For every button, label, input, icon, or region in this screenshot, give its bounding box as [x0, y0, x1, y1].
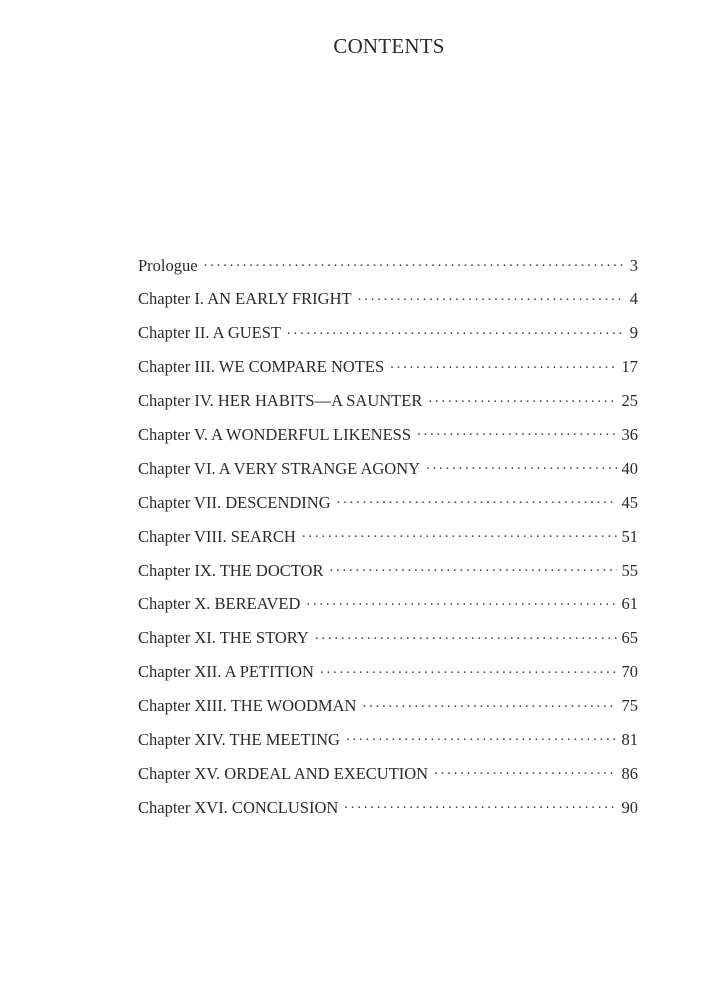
toc-entry	[138, 593, 638, 627]
toc-entry-label: Chapter II. A GUEST	[138, 323, 281, 343]
toc-entry-label: Chapter XI. THE STORY	[138, 628, 309, 648]
toc-entry-label: Chapter IV. HER HABITS—A SAUNTER	[138, 391, 423, 411]
dot-leader	[320, 661, 617, 678]
toc-entry	[138, 559, 638, 593]
toc-entry-label: Chapter I. AN EARLY FRIGHT	[138, 289, 352, 309]
dot-leader	[390, 356, 616, 373]
toc-entry-label: Chapter XV. ORDEAL AND EXECUTION	[138, 763, 429, 783]
toc-entry-label: Chapter XIII. THE WOODMAN	[138, 696, 357, 716]
dot-leader	[417, 423, 616, 440]
toc-entry-page: 70	[621, 662, 638, 682]
toc-entry	[138, 322, 638, 356]
dot-leader	[428, 390, 616, 407]
toc-entry-page: 81	[621, 729, 638, 749]
toc-entry-label: Chapter XVI. CONCLUSION	[138, 797, 339, 817]
toc-entry-page: 51	[621, 526, 638, 546]
toc-entry-page: 45	[621, 492, 638, 512]
toc-entry	[138, 390, 638, 424]
toc-entry	[138, 627, 638, 661]
toc-entry-page: 75	[621, 696, 638, 716]
toc-entry-label: Chapter IX. THE DOCTOR	[138, 560, 324, 580]
dot-leader	[434, 762, 616, 779]
toc-entry-page: 61	[621, 594, 638, 614]
toc-entry-label: Chapter III. WE COMPARE NOTES	[138, 357, 385, 377]
toc-entry	[138, 661, 638, 695]
toc-entry	[138, 457, 638, 491]
toc-entry-page: 55	[621, 560, 638, 580]
dot-leader	[426, 457, 616, 474]
toc-entry	[138, 695, 638, 729]
toc-entry-label: Chapter VII. DESCENDING	[138, 492, 331, 512]
toc-entry	[138, 254, 638, 288]
toc-entry-label: Chapter XII. A PETITION	[138, 662, 314, 682]
toc-entry-label: Chapter VI. A VERY STRANGE AGONY	[138, 458, 421, 478]
toc-entry-page: 17	[621, 357, 638, 377]
toc-entry-page: 40	[621, 458, 638, 478]
toc-entry-label: Chapter X. BEREAVED	[138, 594, 301, 614]
toc-entry	[138, 423, 638, 457]
toc-entry-page: 9	[629, 323, 638, 343]
table-of-contents	[138, 254, 638, 830]
toc-entry	[138, 288, 638, 322]
toc-entry	[138, 728, 638, 762]
dot-leader	[302, 525, 617, 542]
toc-entry-page: 65	[621, 628, 638, 648]
toc-entry	[138, 525, 638, 559]
toc-entry	[138, 491, 638, 525]
page-title: CONTENTS	[333, 34, 445, 58]
toc-entry-page: 4	[629, 289, 638, 309]
toc-entry-label: Chapter VIII. SEARCH	[138, 526, 296, 546]
dot-leader	[358, 288, 625, 305]
toc-entry-page: 25	[621, 391, 638, 411]
dot-leader	[337, 491, 617, 508]
toc-entry-page: 3	[629, 255, 638, 275]
dot-leader	[329, 559, 616, 576]
toc-entry-page: 86	[621, 763, 638, 783]
toc-entry-label: Chapter XIV. THE MEETING	[138, 729, 340, 749]
toc-entry	[138, 356, 638, 390]
dot-leader	[344, 796, 616, 813]
dot-leader	[346, 728, 617, 745]
dot-leader	[204, 254, 625, 271]
toc-entry-page: 90	[621, 797, 638, 817]
dot-leader	[362, 695, 616, 712]
toc-entry	[138, 762, 638, 796]
dot-leader	[287, 322, 625, 339]
toc-entry-label: Prologue	[138, 255, 198, 275]
toc-entry	[138, 796, 638, 830]
dot-leader	[315, 627, 617, 644]
toc-entry-label: Chapter V. A WONDERFUL LIKENESS	[138, 424, 412, 444]
toc-entry-page: 36	[621, 424, 638, 444]
dot-leader	[306, 593, 616, 610]
